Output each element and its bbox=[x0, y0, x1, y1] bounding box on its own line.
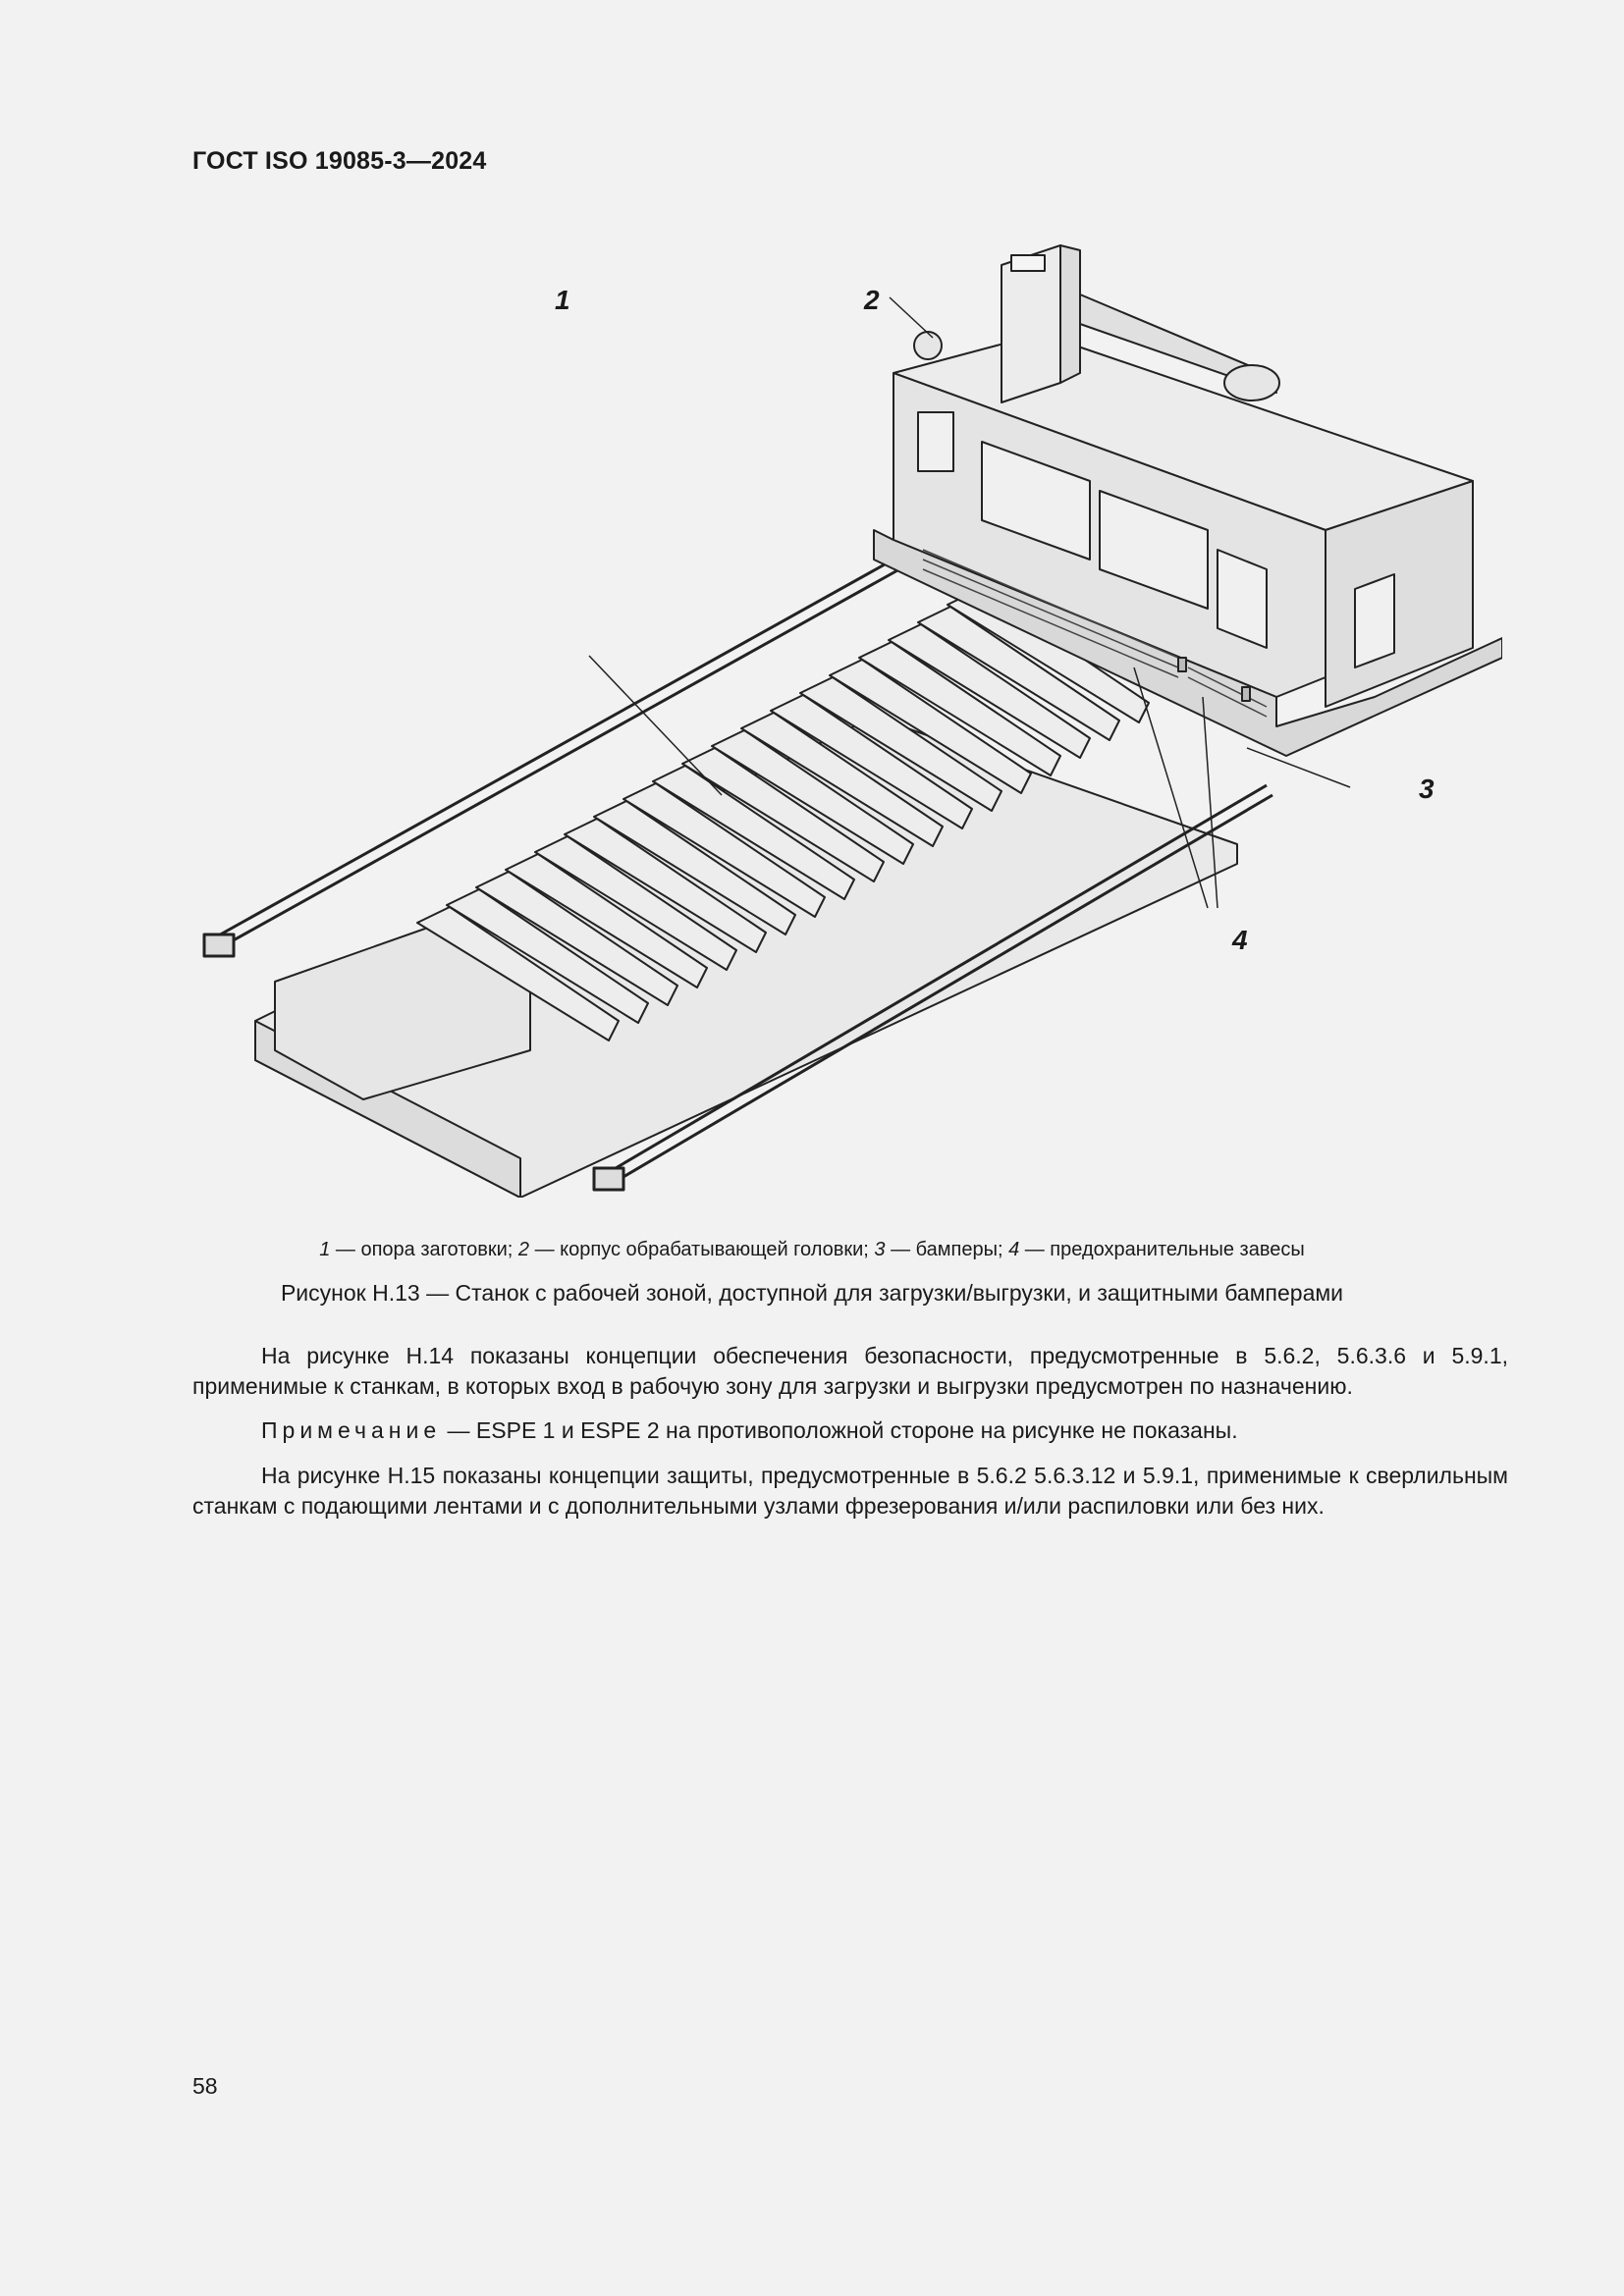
legend-num-4: 4 bbox=[1008, 1239, 1020, 1260]
legend-num-2: 2 bbox=[517, 1239, 530, 1260]
legend-num-1: 1 bbox=[319, 1239, 331, 1260]
legend-text-1: — опора заготовки; bbox=[330, 1239, 518, 1260]
note-label: Примечание bbox=[261, 1417, 442, 1443]
callout-2: 2 bbox=[864, 285, 880, 315]
document-header: ГОСТ ISO 19085-3—2024 bbox=[192, 147, 487, 175]
page-number: 58 bbox=[192, 2073, 218, 2099]
legend-num-3: 3 bbox=[874, 1239, 886, 1260]
callout-1: 1 bbox=[555, 285, 570, 315]
note bbox=[192, 1415, 1508, 1446]
machine-drawing bbox=[196, 236, 1502, 1198]
callout-3: 3 bbox=[1419, 774, 1435, 804]
legend-text-3: — бамперы; bbox=[885, 1239, 1009, 1260]
legend-text-4: — предохранительные завесы bbox=[1019, 1239, 1305, 1260]
callout-4: 4 bbox=[1232, 925, 1248, 955]
paragraph-1: На рисунке H.14 показаны концепции обеспечения безопасности, предусмотренные в 5.6.2, 5.6.3.6 и 5.9.1, применимые к станкам, в которых вход в рабочую зону для загрузки и выгрузки предусмотрен по назначению. bbox=[192, 1343, 1508, 1399]
figure-caption: Рисунок H.13 — Станок с рабочей зоной, доступной для загрузки/выгрузки, и защитными бамперами bbox=[280, 1280, 1344, 1306]
legend-text-2: — корпус обрабатывающей головки; bbox=[529, 1239, 875, 1260]
paragraph-2: На рисунке H.15 показаны концепции защиты, предусмотренные в 5.6.2 5.6.3.12 и 5.9.1, применимые к сверлильным станкам с подающими лентами и с дополнительными узлами фрезерования и/или распиловки или без них. bbox=[192, 1463, 1508, 1519]
figure-legend bbox=[0, 1239, 1624, 1261]
note-text: — ESPE 1 и ESPE 2 на противоположной стороне на рисунке не показаны. bbox=[441, 1417, 1238, 1443]
